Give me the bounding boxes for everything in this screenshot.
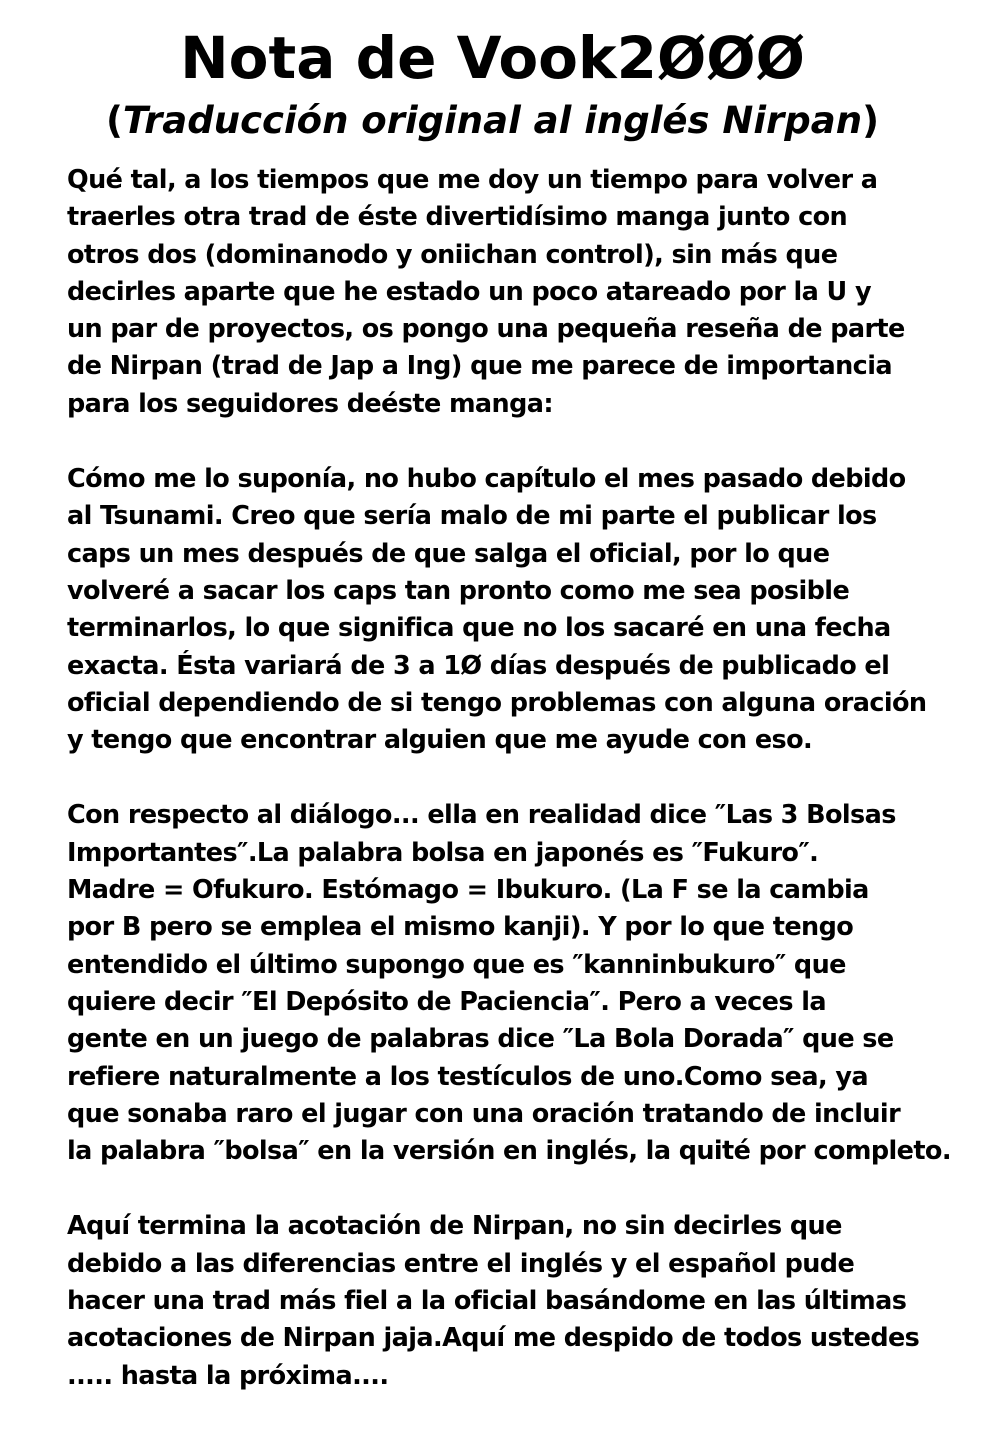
page-subtitle [0,96,985,146]
text-line: por B pero se emplea el mismo kanji). Y por lo que tengo [67,912,854,943]
subtitle-text: Traducción original al inglés Nirpan [122,99,863,142]
text-line: la palabra ″bolsa″ en la versión en inglés, la quité por completo. [67,1136,951,1167]
subtitle-close-paren: ) [862,99,880,142]
text-line: Importantes″.La palabra bolsa en japonés es ″Fukuro″. [67,837,819,868]
paragraph-schedule [67,461,977,759]
subtitle-open-paren: ( [105,99,123,142]
note-body [67,162,977,1433]
text-line: caps un mes después de que salga el oficial, por lo que [67,538,830,569]
text-line: hacer una trad más fiel a la oficial basándome en las últimas [67,1286,907,1317]
text-line: Madre = Ofukuro. Estómago = Ibukuro. (La F se la cambia [67,875,869,906]
text-line: otros dos (dominanodo y oniichan control), sin más que [67,239,838,270]
text-line: de Nirpan (trad de Jap a Ing) que me parece de importancia [67,351,892,382]
paragraph-dialogue [67,797,977,1170]
page-title: Nota de Vook2ØØØ [180,24,805,92]
text-line: acotaciones de Nirpan jaja.Aquí me despido de todos ustedes [67,1323,920,1354]
text-line: quiere decir ″El Depósito de Paciencia″. Pero a veces la [67,986,826,1017]
text-line: decirles aparte que he estado un poco atareado por la U y [67,276,871,307]
text-line: al Tsunami. Creo que sería malo de mi parte el publicar los [67,501,877,532]
text-line: que sonaba raro el jugar con una oración tratando de incluir [67,1098,901,1129]
text-line: oficial dependiendo de si tengo problemas con alguna oración [67,687,927,718]
text-line: volveré a sacar los caps tan pronto como me sea posible [67,575,850,606]
text-line: Con respecto al diálogo... ella en realidad dice ″Las 3 Bolsas [67,800,896,831]
text-line: gente en un juego de palabras dice ″La Bola Dorada″ que se [67,1024,894,1055]
text-line: terminarlos, lo que significa que no los sacaré en una fecha [67,613,891,644]
text-line: Qué tal, a los tiempos que me doy un tiempo para volver a [67,165,878,195]
text-line: entendido el último supongo que es ″kanninbukuro″ que [67,949,846,980]
paragraph-closing [67,1208,977,1394]
text-line: debido a las diferencias entre el inglés y el español pude [67,1248,855,1279]
text-line: ..... hasta la próxima.... [67,1360,389,1391]
text-line: traerles otra trad de éste divertidísimo manga junto con [67,202,848,233]
text-line: exacta. Ésta variará de 3 a 1Ø días después de publicado el [67,650,890,681]
text-line: para los seguidores deéste manga: [67,388,553,419]
text-line: un par de proyectos, os pongo una pequeña reseña de parte [67,314,905,345]
text-line: y tengo que encontrar alguien que me ayude con eso. [67,725,813,756]
paragraph-intro [67,162,977,423]
text-line: refiere naturalmente a los testículos de uno.Como sea, ya [67,1061,868,1092]
text-line: Aquí termina la acotación de Nirpan, no sin decirles que [67,1211,842,1242]
text-line: Cómo me lo suponía, no hubo capítulo el mes pasado debido [67,464,906,495]
